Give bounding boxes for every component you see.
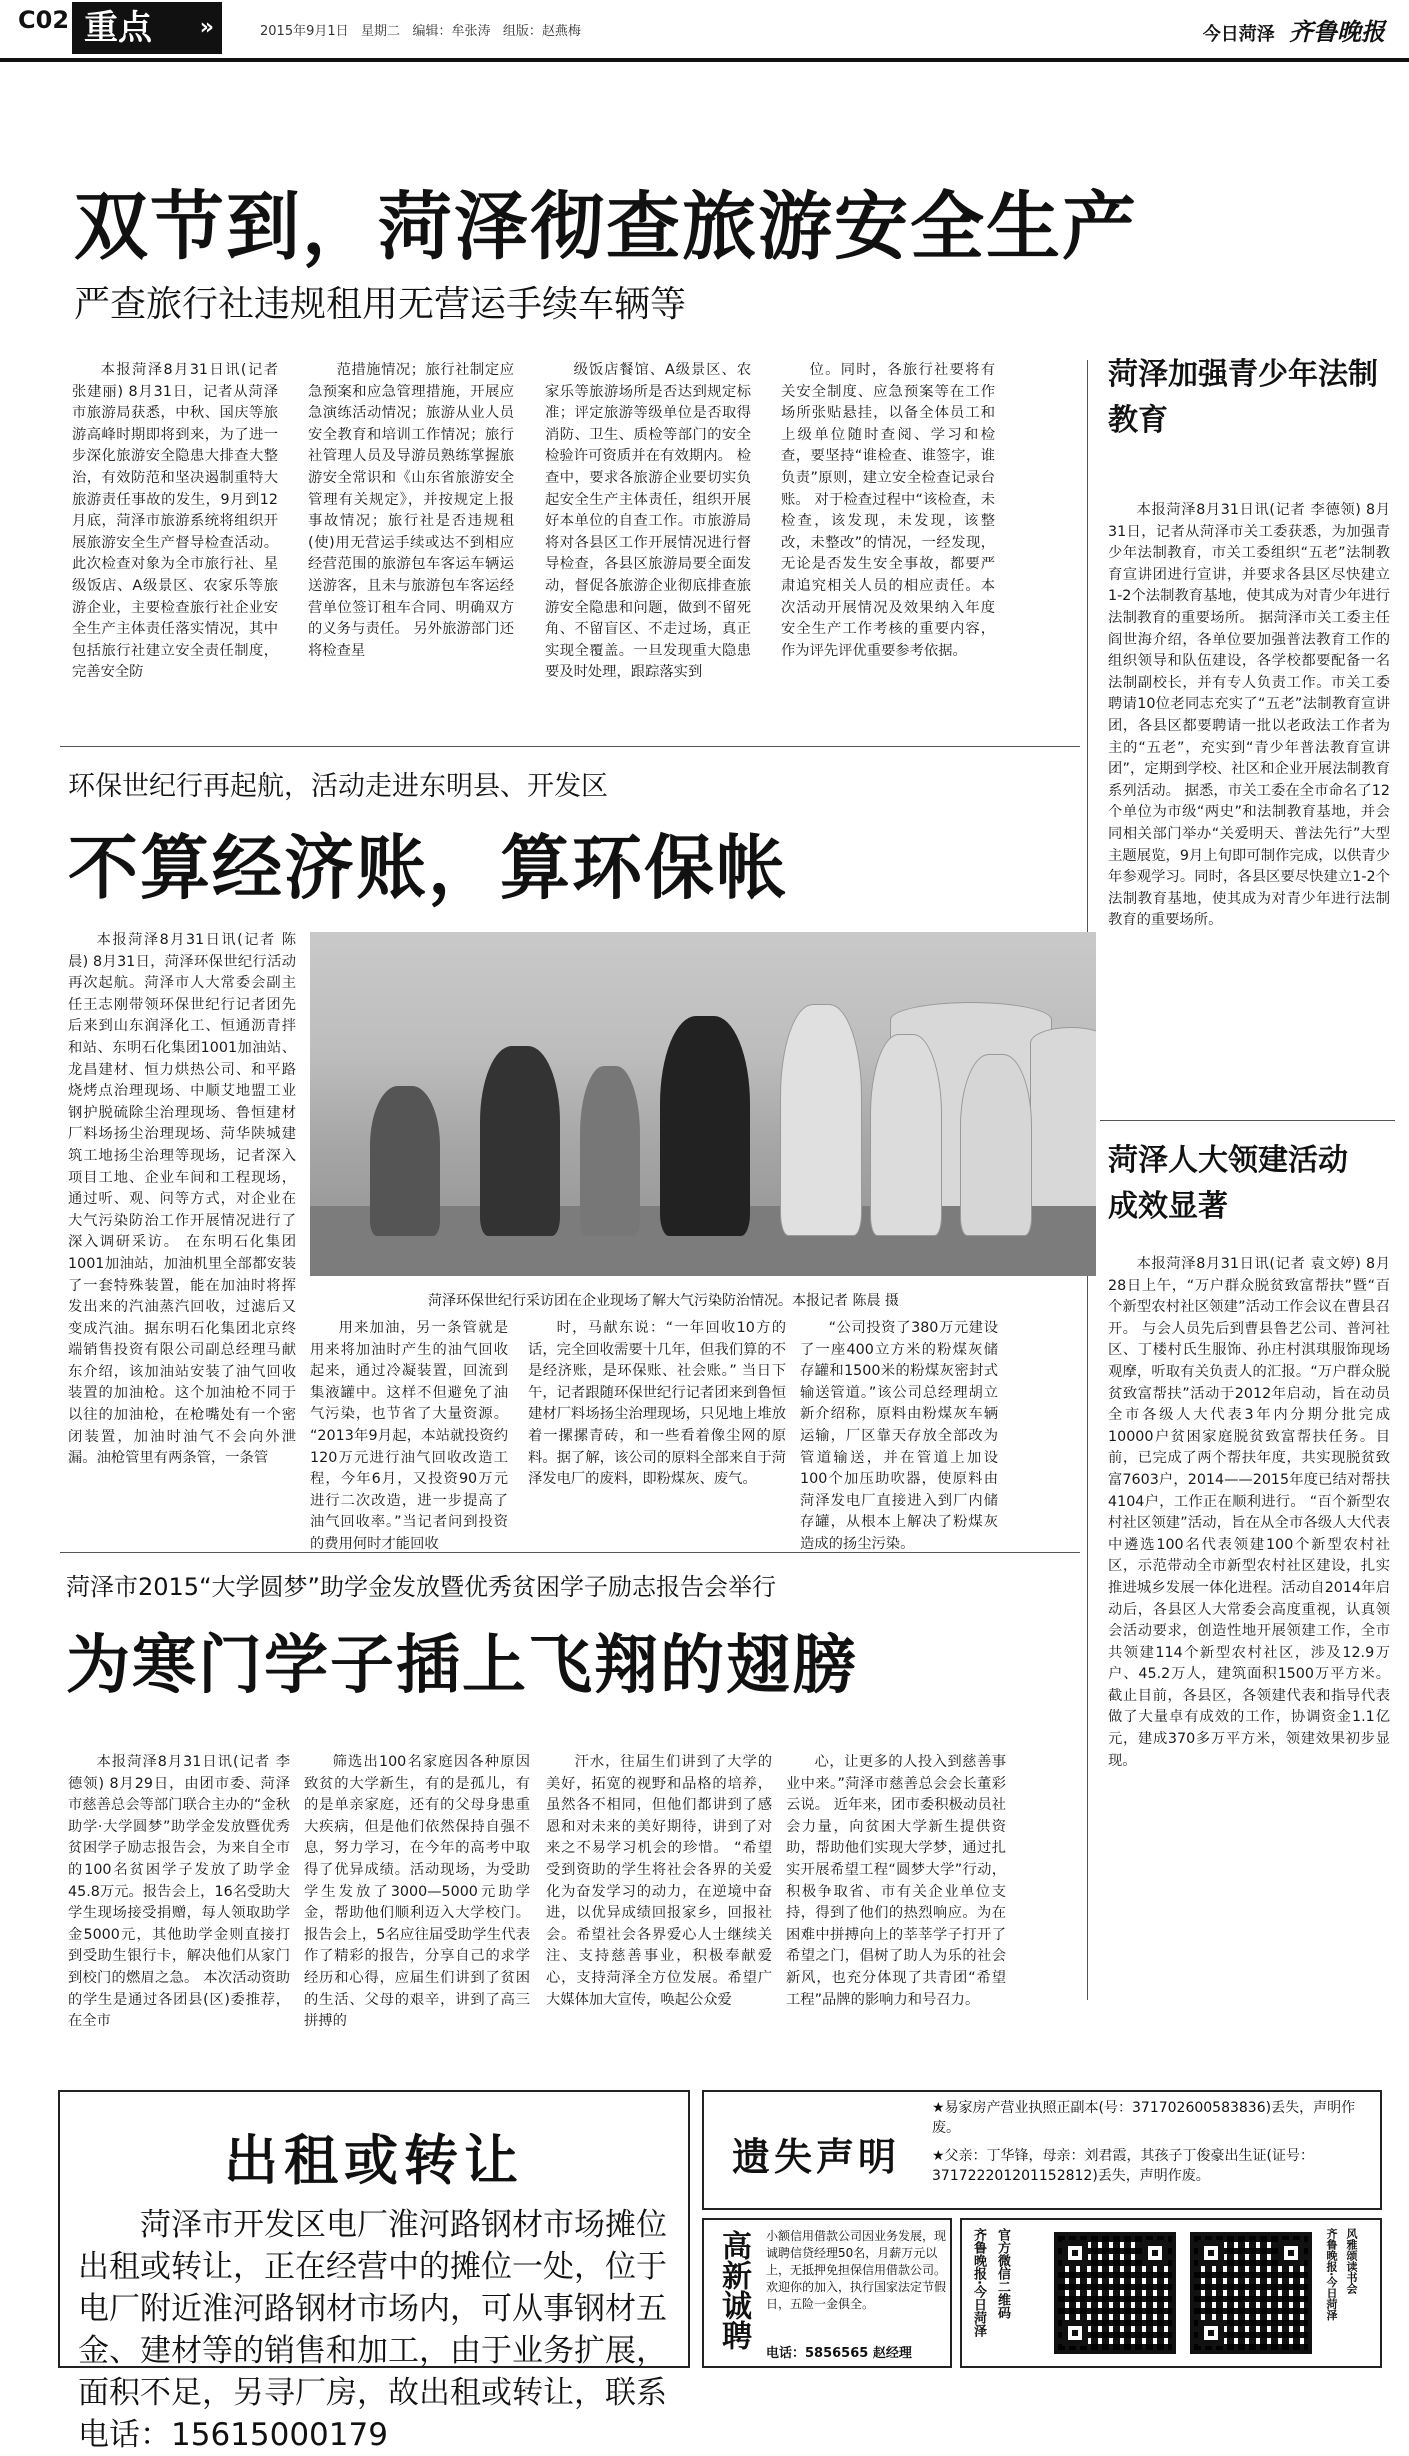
header-rule (0, 58, 1409, 62)
brand (1203, 12, 1385, 47)
story-divider-1 (60, 746, 1080, 747)
story1-col3-text: 级饭店餐馆、A级景区、农家乐等旅游场所是否达到规定标准；评定旅游等级单位是否取得消防、卫生、质检等部门的安全检验许可资质并在有效期内。 检查中，要求各旅游企业要切实负起安全生产主体责任，组织开展好本单位的自查工作。市旅游局将对各县区工作开展情况进行督导检查，各县区旅游局要全面发动，督促各旅游企业彻底排查旅游安全隐患和问题，做到不留死角、不留盲区、不走过场，真正实现全覆盖。一旦发现重大隐患要及时处理，跟踪落实到 (545, 362, 751, 681)
news-photo (310, 932, 1096, 1276)
story1-col4 (781, 360, 995, 662)
section-tag (72, 2, 222, 54)
story3-col4 (786, 1752, 1006, 2011)
qr-eye (1062, 2320, 1088, 2346)
photo-storage-tank (1030, 1027, 1096, 1229)
brand-region: 今日菏泽 (1202, 24, 1275, 45)
story3-headline: 为寒门学子插上飞翔的翅膀 (66, 1629, 858, 1703)
side1-headline: 菏泽加强青少年法制教育 (1108, 357, 1378, 438)
photo-person (580, 1066, 640, 1236)
story2-col2-text: 用来加油，另一条管就是用来将加油时产生的油气回收起来，通过冷凝装置，回流到集液罐中。这样不但避免了油气污染，也节省了大量资源。 “2013年9月起，本站就投资约120万元进行油气回收改造工程，今年6月，又投资90万元进行二次改造，进一步提高了油气回收率。”当记者问到投资的费用何时才能回收 (310, 1320, 508, 1552)
story1-col2 (308, 360, 514, 662)
story3-col4-text: 心，让更多的人投入到慈善事业中来。”菏泽市慈善总会会长董彩云说。 近年来，团市委积极动员社会力量，向贫困大学新生提供资助，帮助他们实现大学梦，通过扎实开展希望工程“圆梦大学”行动，积极争取省、市有关企业单位支持，得到了他们的热烈响应。为在困难中拼搏向上的莘莘学子打开了希望之门，倡树了助人为乐的社会新风，也充分体现了共青团“希望工程”品牌的影响力和号召力。 (786, 1754, 1006, 2008)
story2-col1-text: 本报菏泽8月31日讯(记者 陈晨) 8月31日，菏泽环保世纪行活动再次起航。菏泽市人大常委会副主任王志刚带领环保世纪行记者团先后来到山东润泽化工、恒通沥青拌和站、东明石化集团1001加油站、龙昌建材、恒力烘热公司、和平路烧烤点治理现场、中顺艾地盟工业钢护脱硫除尘治理现场、鲁恒建材厂料场扬尘治理现场、菏华陕城建筑工地扬尘治理等现场，记者深入项目工地、企业车间和工程现场，通过听、观、问等方式，对企业在大气污染防治工作开展情况进行了深入调研采访。 在东明石化集团1001加油站，加油机里全部都安装了一套特殊装置，能在加油时将挥发出来的汽油蒸汽回收，过滤后又变成汽油。据东明石化集团北京终端销售投资有限公司副总经理马献东介绍，该加油站安装了油气回收装置的加油枪。这个加油枪不同于以往的加油枪，在枪嘴处有一个密闭装置，加油时油气不会向外泄漏。油枪管里有两条管，一条管 (68, 932, 296, 1467)
story3-col2 (304, 1752, 530, 2033)
story2-col4 (800, 1318, 998, 1556)
story1-subhead: 严查旅行社违规租用无营运手续车辆等 (74, 284, 687, 325)
story-divider-2 (60, 1552, 1080, 1553)
story3-col3 (546, 1752, 772, 2011)
lost-notice-box (702, 2090, 1382, 2210)
photo-person (780, 1004, 862, 1236)
story3-kicker: 菏泽市2015“大学圆梦”助学金发放暨优秀贫困学子励志报告会举行 (66, 1573, 776, 1601)
photo-caption: 菏泽环保世纪行采访团在企业现场了解大气污染防治情况。本报记者 陈晨 摄 (428, 1293, 899, 1309)
qr-code-icon[interactable] (1054, 2232, 1176, 2354)
story2-col3-text: 时，马献东说：“一年回收10方的话，完全回收需要十几年，但我们算的不是经济账，是环保账、社会账。” 当日下午，记者跟随环保世纪行记者团来到鲁恒建材厂料场扬尘治理现场，只见地上堆放着一摞摞青砖，和一些看着像尘网的原料。据了解，该公司的原料全部来自于菏泽发电厂的废料，即粉煤灰、废气。 (528, 1320, 786, 1488)
qr2-side-label: 风雅颂读书会 (1345, 2228, 1358, 2294)
hiring-body: 小额信用借款公司因业务发展，现诚聘信贷经理50名，月薪万元以上，无抵押免担保信用借款公司。欢迎你的加入，执行国家法定节假日，五险一金俱全。 (766, 2229, 947, 2311)
side1-body (1108, 500, 1390, 932)
photo-person (660, 1016, 750, 1236)
hiring-ad (702, 2218, 952, 2368)
story3-col1-text: 本报菏泽8月31日讯(记者 李德领) 8月29日，由团市委、菏泽市慈善总会等部门联合主办的“金秋助学·大学圆梦”助学金发放暨优秀贫困学子励志报告会，为来自全市的100名贫困学子发放了助学金45.8万元。报告会上，16名受助大学生现场接受捐赠，每人领取助学金5000元，其他助学金则直接打到受助生银行卡，解决他们从家门到校门的燃眉之急。 本次活动资助的学生是通过各团县(区)委推荐，在全市 (68, 1754, 290, 2030)
photo-person (870, 1034, 942, 1236)
qr-eye (1142, 2240, 1168, 2266)
side2-body-text: 本报菏泽8月31日讯(记者 袁文婷) 8月28日上午，“万户群众脱贫致富帮扶”暨“百个新型农村社区领建”活动工作会议在曹县召开。 与会人员先后到曹县鲁艺公司、普河社区、丁楼村氏生服饰、孙庄村淇琪服饰现场观摩，听取有关负责人的汇报。“万户群众脱贫致富帮扶”活动于2012年启动，旨在动员全市各级人大代表3年内分期分批完成10000户贫困家庭脱贫致富帮扶任务。目前，已完成了两个帮扶年度，共实现脱贫致富7603户，2014——2015年度已结对帮扶4104户，工作正在顺利进行。 “百个新型农村社区领建”活动，旨在从全市各级人大代表中遴选100名代表领建100个新型农村社区，示范带动全市新型农村社区建设，扎实推进城乡发展一体化进程。活动自2014年启动后，各县区人大常委会高度重视，认真领会活动要求，创造性地开展领建工作，全市共领建114个新型农村社区，涉及12.9万户、45.2万人，建筑面积1500万平方米。截止目前，各县区，各领建代表和指导代表做了大量卓有成效的工作，协调资金1.1亿元，建成370多万平方米，领建效果初步显现。 (1108, 1256, 1390, 1769)
page-number: C02 (18, 6, 70, 34)
story1-col4-text: 位。同时，各旅行社要将有关安全制度、应急预案等在工作场所张贴悬挂，以备全体员工和上级单位随时查阅、学习和检查，要坚持“谁检查、谁签字，谁负责”原则，建立安全检查记录台账。 对于检查过程中“该检查，未检查，该发现，未发现，该整改，未整改”的情况，一经发现，无论是否发生安全事故，都要严肃追究相关人员的相应责任。本次活动开展情况及效果纳入年度安全生产工作考核的重要内容，作为评先评优重要参考依据。 (781, 362, 995, 659)
photo-person (960, 1054, 1032, 1236)
story2-kicker: 环保世纪行再起航，活动走进东明县、开发区 (68, 771, 608, 802)
editor: 编辑：牟张涛 (412, 24, 491, 39)
story1-col3 (545, 360, 751, 684)
section-label: 重点 (84, 8, 152, 48)
side2-body (1108, 1254, 1390, 1772)
brand-logo: 齐鲁晚报 (1289, 17, 1385, 46)
hiring-phone: 电话：5856565 赵经理 (766, 2346, 912, 2361)
issue-meta (260, 20, 581, 39)
qr2-label: 齐鲁晚报·今日菏泽 (1325, 2228, 1338, 2321)
story2-col4-text: “公司投资了380万元建设了一座400立方米的粉煤灰储存罐和1500米的粉煤灰密封式输送管道。”该公司总经理胡立新介绍称，原料由粉煤灰车辆运输，厂区靠天存放全部改为管道输送，并在管道上加设100个加压助吹器，使原料由菏泽发电厂直接进入到厂内储存罐，从根本上解决了粉煤灰造成的扬尘污染。 (800, 1320, 998, 1552)
double-chevron-icon: » (199, 15, 214, 40)
lost-notice-2: ★父亲：丁华锋，母亲：刘君霞，其孩子丁俊豪出生证(证号：371722201201152812)丢失，声明作废。 (932, 2148, 1315, 2184)
story3-col3-text: 汗水，往届生们讲到了大学的美好，拓宽的视野和品格的培养，虽然各不相同，但他们都讲到了感恩和对未来的美好期待，讲到了对来之不易学习机会的珍惜。 “希望受到资助的学生将社会各界的关爱化为奋发学习的动力，在逆境中奋进，以优异成绩回报家乡，回报社会。希望社会各界爱心人士继续关注、支持慈善事业，积极奉献爱心，支持菏泽全方位发展。希望广大媒体加大宣传，唤起公众爱 (546, 1754, 772, 2008)
issue-weekday: 星期二 (361, 24, 401, 39)
qr-eye (1198, 2240, 1224, 2266)
qr-code-box (960, 2218, 1382, 2368)
rent-ad (58, 2090, 690, 2453)
photo-person (370, 1086, 440, 1236)
lost-notice-1: ★易家房产营业执照正副本(号：371702600583836)丢失，声明作废。 (932, 2100, 1356, 2136)
qr-eye (1062, 2240, 1088, 2266)
photo-person (480, 1046, 560, 1236)
side1-body-text: 本报菏泽8月31日讯(记者 李德领) 8月31日，记者从菏泽市关工委获悉，为加强青少年法制教育，市关工委组织“五老”法制教育宣讲团进行宣讲，并要求各县区尽快建立1-2个法制教育基地，使其成为对青少年进行法制教育的重要场所。 据菏泽市关工委主任阎世海介绍，各单位要加强普法教育工作的组织领导和队伍建设，各学校都要配备一名法制副校长，并有专人负责工作。市关工委聘请10位老同志充实了“五老”法制教育宣讲团，各县区都要聘请一批以老政法工作者为主的“五老”，充实到“青少年普法教育宣讲团”，定期到学校、社区和企业开展法制教育系列活动。 据悉，市关工委在全市命名了12个单位为市级“两史”和法制教育基地，并会同相关部门举办“关爱明天、普法先行”大型主题展览，9月上旬即可制作完成，以供青少年参观学习。同时，各县区要尽快建立1-2个法制教育基地，使其成为对青少年进行法制教育的重要场所。 (1108, 502, 1390, 929)
qr-eye (1278, 2240, 1304, 2266)
qr-code-icon[interactable] (1190, 2232, 1312, 2354)
story2-col1 (68, 930, 296, 1470)
story1-headline: 双节到，菏泽彻查旅游安全生产 (74, 184, 1138, 270)
side-divider (1100, 1120, 1395, 1121)
qr-eye (1198, 2320, 1224, 2346)
story1-col1-text: 本报菏泽8月31日讯(记者 张建丽) 8月31日，记者从菏泽市旅游局获悉，中秋、国庆等旅游高峰时期即将到来，为了进一步深化旅游安全隐患大排查大整治，有效防范和坚决遏制重特大旅游责任事故的发生，9月到12月底，菏泽市旅游系统将组织开展旅游安全生产督导检查活动。 此次检查对象为全市旅行社、星级饭店、A级景区、农家乐等旅游企业，主要检查旅行社企业安全生产主体责任落实情况，其中包括旅行社建立安全责任制度，完善安全防 (72, 362, 278, 681)
qr1-side-label: 官方微信二维码 (995, 2228, 1010, 2319)
rent-ad-body: 菏泽市开发区电厂淮河路钢材市场摊位出租或转让，正在经营中的摊位一处，位于电厂附近淮河路钢材市场内，可从事钢材五金、建材等的销售和加工，由于业务扩展，面积不足，另寻厂房，故出租或转让，联系电话：15615000179 (78, 2207, 667, 2453)
lost-notice-title: 遗失声明 (732, 2135, 901, 2179)
designer: 组版：赵燕梅 (502, 24, 581, 39)
story2-col3 (528, 1318, 786, 1491)
story2-col2 (310, 1318, 508, 1556)
story2-headline: 不算经济账，算环保帐 (68, 827, 788, 909)
issue-date: 2015年9月1日 (260, 24, 349, 39)
story3-col1 (68, 1752, 290, 2033)
hiring-vertical-title: 高新诚聘 (716, 2230, 751, 2350)
side2-headline: 菏泽人大领建活动成效显著 (1108, 1143, 1348, 1224)
story1-col1 (72, 360, 278, 684)
story3-col2-text: 筛选出100名家庭因各种原因致贫的大学新生，有的是孤儿，有的是单亲家庭，还有的父母身患重大疾病，但是他们依然保持自强不息，努力学习，在今年的高考中取得了优异成绩。活动现场，为受助学生发放了3000—5000元助学金，帮助他们顺利迈入大学校门。 报告会上，5名应往届受助学生代表作了精彩的报告，分享自己的求学经历和心得，应届生们讲到了贫困的生活、父母的艰辛，讲到了高三拼搏的 (304, 1754, 530, 2030)
qr1-label: 齐鲁晚报·今日菏泽 (971, 2228, 986, 2337)
rent-ad-title: 出租或转让 (224, 2129, 524, 2192)
story1-col2-text: 范措施情况；旅行社制定应急预案和应急管理措施，开展应急演练活动情况；旅游从业人员安全教育和培训工作情况；旅行社管理人员及导游员熟练掌握旅游安全常识和《山东省旅游安全管理有关规定》，并按规定上报事故情况；旅行社是否违规租(使)用无营运手续或达不到相应经营范围的旅游包车客运车辆运送游客，且未与旅游包车客运经营单位签订租车合同、明确双方的义务与责任。 另外旅游部门还将检查星 (308, 362, 514, 659)
